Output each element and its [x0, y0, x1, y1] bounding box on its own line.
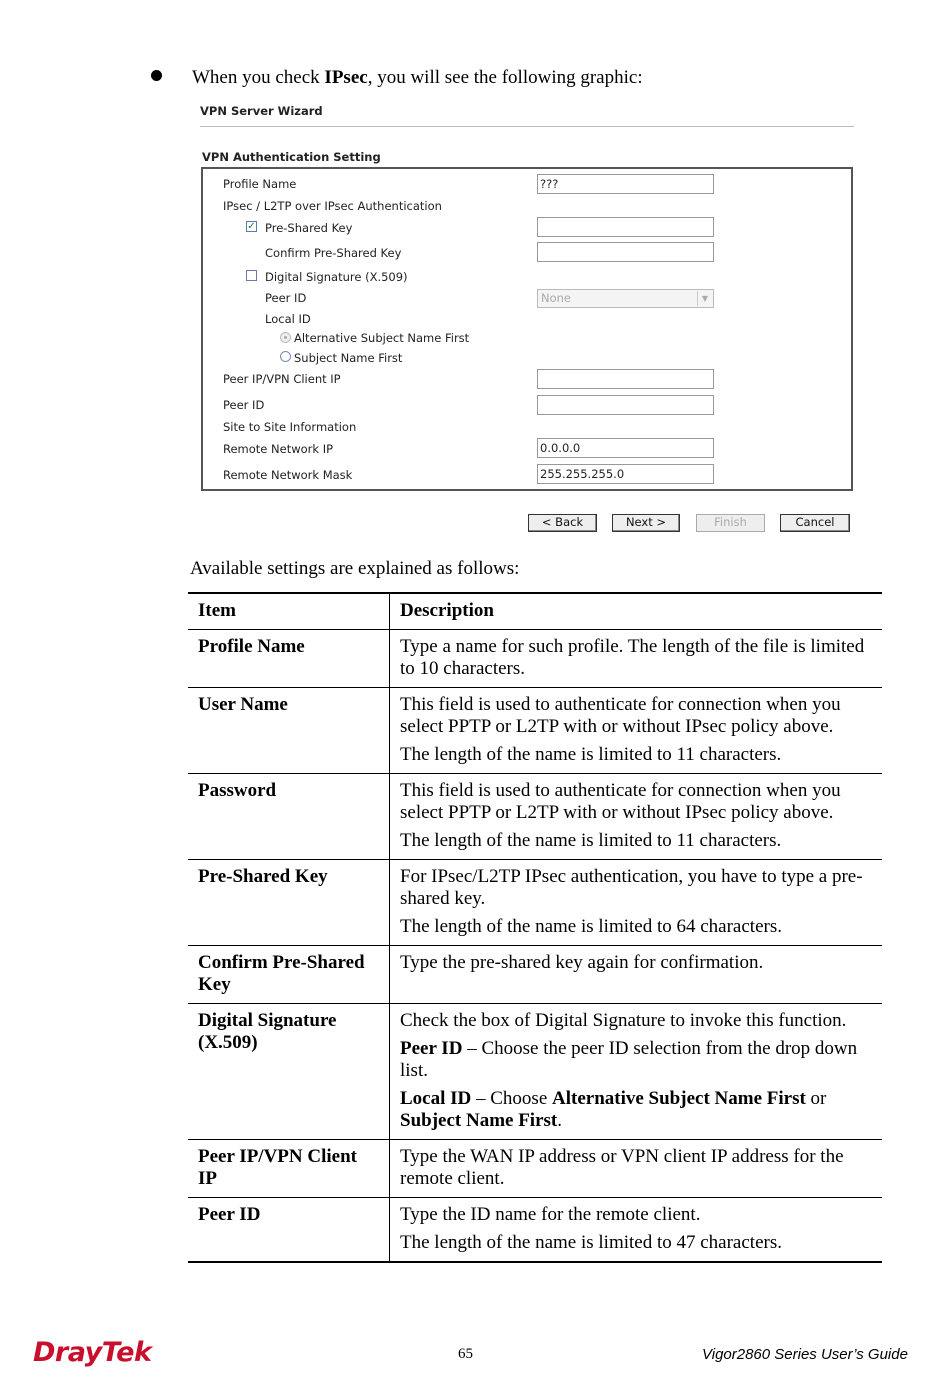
row-item: Peer ID: [188, 1198, 390, 1263]
desc-paragraph: Type the WAN IP address or VPN client IP address for the remote client.: [400, 1146, 844, 1189]
confirm-psk-label: Confirm Pre-Shared Key: [265, 246, 402, 260]
alt-subject-radio[interactable]: [280, 332, 291, 343]
header-item: Item: [188, 593, 390, 630]
back-button[interactable]: < Back: [528, 514, 597, 532]
radio-dot: [284, 336, 287, 339]
remote-ip-label: Remote Network IP: [223, 442, 334, 456]
row-description: [390, 1198, 883, 1263]
row-item: Peer IP/VPN Client IP: [188, 1140, 390, 1198]
pre-shared-key-label: Pre-Shared Key: [265, 221, 353, 235]
peer-id2-input[interactable]: [537, 395, 714, 415]
row-description: [390, 688, 883, 774]
row-description: [390, 1140, 883, 1198]
site-info-label: Site to Site Information: [223, 420, 357, 434]
desc-paragraph: The length of the name is limited to 47 characters.: [400, 1232, 782, 1253]
row-item: Profile Name: [188, 630, 390, 688]
finish-button[interactable]: Finish: [696, 514, 765, 532]
cancel-button[interactable]: Cancel: [780, 514, 850, 532]
desc-paragraph: The length of the name is limited to 11 characters.: [400, 830, 782, 851]
chevron-down-icon: ▼: [697, 291, 712, 306]
table-row: [188, 774, 882, 860]
peer-id-select-value: None: [541, 291, 572, 305]
table-row: [188, 688, 882, 774]
pre-shared-key-input[interactable]: [537, 217, 714, 237]
header-description: Description: [390, 593, 883, 630]
intro-line: [151, 66, 643, 90]
row-item: Pre-Shared Key: [188, 860, 390, 946]
row-description: [390, 946, 883, 1004]
page-number: 65: [458, 1346, 473, 1362]
row-item: User Name: [188, 688, 390, 774]
guide-title: Vigor2860 Series User’s Guide: [702, 1346, 908, 1363]
wizard-divider: [200, 126, 854, 127]
desc-paragraph: Type the pre-shared key again for confirmation.: [400, 952, 764, 973]
desc-text: – Choose: [471, 1088, 552, 1109]
draytek-logo: DrayTek: [33, 1337, 152, 1368]
table-row: [188, 630, 882, 688]
peer-id2-label: Peer ID: [223, 398, 265, 412]
row-description: [390, 1004, 883, 1140]
peer-ip-input[interactable]: [537, 369, 714, 389]
desc-paragraph: [400, 1038, 872, 1082]
digital-signature-label: Digital Signature (X.509): [265, 270, 408, 284]
next-button[interactable]: Next >: [612, 514, 680, 532]
remote-mask-input[interactable]: 255.255.255.0: [537, 464, 714, 484]
peer-id-select[interactable]: [537, 289, 714, 308]
desc-bold: Alternative Subject Name First: [552, 1088, 806, 1109]
alt-subject-label: Alternative Subject Name First: [294, 331, 470, 345]
subject-name-label: Subject Name First: [294, 351, 403, 365]
table-header-row: [188, 593, 882, 630]
peer-ip-label: Peer IP/VPN Client IP: [223, 372, 341, 386]
table-row: [188, 1140, 882, 1198]
desc-text: or: [805, 1088, 827, 1109]
row-item: Confirm Pre-Shared Key: [188, 946, 390, 1004]
confirm-psk-input[interactable]: [537, 242, 714, 262]
desc-text: .: [557, 1110, 562, 1131]
desc-paragraph: The length of the name is limited to 64 characters.: [400, 916, 782, 937]
table-row: [188, 1198, 882, 1263]
bullet-icon: [151, 70, 162, 81]
ipsec-auth-label: IPsec / L2TP over IPsec Authentication: [223, 199, 442, 213]
desc-text: – Choose the peer ID selection from the drop down list.: [400, 1038, 858, 1081]
desc-paragraph: [400, 1088, 872, 1132]
digital-signature-checkbox[interactable]: [246, 270, 257, 281]
section-title: VPN Authentication Setting: [202, 150, 381, 164]
profile-name-label: Profile Name: [223, 177, 297, 191]
wizard-title: VPN Server Wizard: [200, 104, 323, 118]
explain-text: Available settings are explained as follows:: [190, 558, 520, 579]
row-item: Password: [188, 774, 390, 860]
intro-suffix: , you will see the following graphic:: [367, 67, 643, 88]
desc-paragraph: This field is used to authenticate for connection when you select PPTP or L2TP with or without IPsec policy above.: [400, 780, 841, 823]
table-row: [188, 860, 882, 946]
desc-paragraph: The length of the name is limited to 11 characters.: [400, 744, 782, 765]
peer-id-label: Peer ID: [265, 291, 307, 305]
intro-bold: IPsec: [324, 67, 368, 88]
intro-prefix: When you check: [192, 67, 325, 88]
row-description: [390, 860, 883, 946]
table-row: [188, 1004, 882, 1140]
settings-table: [188, 592, 882, 1263]
desc-bold: Peer ID: [400, 1038, 463, 1059]
remote-mask-label: Remote Network Mask: [223, 468, 353, 482]
desc-paragraph: Check the box of Digital Signature to invoke this function.: [400, 1010, 847, 1031]
desc-bold: Local ID: [400, 1088, 472, 1109]
table-row: [188, 946, 882, 1004]
desc-paragraph: This field is used to authenticate for connection when you select PPTP or L2TP with or without IPsec policy above.: [400, 694, 841, 737]
row-description: [390, 630, 883, 688]
desc-paragraph: For IPsec/L2TP IPsec authentication, you have to type a pre-shared key.: [400, 866, 863, 909]
pre-shared-key-checkbox[interactable]: ✓: [247, 221, 256, 232]
row-item: Digital Signature (X.509): [188, 1004, 390, 1140]
subject-name-radio[interactable]: [280, 351, 291, 362]
desc-paragraph: Type a name for such profile. The length of the file is limited to 10 characters.: [400, 636, 865, 679]
remote-ip-input[interactable]: 0.0.0.0: [537, 438, 714, 458]
desc-bold: Subject Name First: [400, 1110, 558, 1131]
desc-paragraph: Type the ID name for the remote client.: [400, 1204, 701, 1225]
local-id-label: Local ID: [265, 312, 311, 326]
profile-name-input[interactable]: ???: [537, 174, 714, 194]
row-description: [390, 774, 883, 860]
